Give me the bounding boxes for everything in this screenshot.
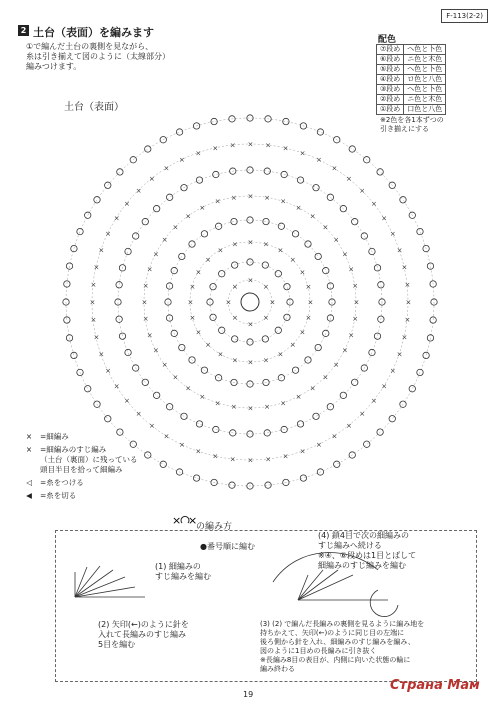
stitch-mark: × <box>322 373 329 382</box>
stitch-mark: × <box>289 340 296 349</box>
chain-loop <box>374 265 380 271</box>
page-number: 19 <box>243 690 254 699</box>
chain-loop <box>377 169 383 175</box>
chain-loop <box>305 241 311 247</box>
stitch-mark: × <box>229 455 236 464</box>
chart-ring <box>118 170 382 434</box>
stitch-mark: × <box>142 315 149 324</box>
chain-loop <box>334 461 340 467</box>
stitch-mark: × <box>98 350 105 359</box>
palette-row <box>377 65 446 75</box>
chain-loop <box>409 386 415 392</box>
stitch-mark: × <box>195 328 202 337</box>
stitch-mark: × <box>231 314 238 323</box>
stitch-mark: × <box>299 149 306 158</box>
center-ring <box>241 293 259 311</box>
stitch-mark: × <box>295 392 302 401</box>
palette-note: ※2色を各1本ずつの 引き揃えにする <box>380 116 444 133</box>
step-title: 土台（表面）を編みます <box>33 26 154 39</box>
stitch-mark: × <box>307 298 314 307</box>
step-intro: ①で編んだ土台の裏側を見ながら、 糸は引き揃えて図のように（太線部分） 編みつけます。 <box>26 42 170 71</box>
stitch-mark: × <box>231 356 238 365</box>
chain-loop <box>262 336 268 342</box>
chain-loop <box>71 352 77 358</box>
chain-loop <box>275 327 281 333</box>
stitch-mark: × <box>346 422 352 431</box>
diagram-subtitle: 土台（表面） <box>64 102 124 113</box>
stitch-mark: × <box>185 384 192 393</box>
howto-title: の編み方 <box>196 522 233 532</box>
stitch-mark: × <box>309 384 316 393</box>
stitch-mark: × <box>195 268 202 277</box>
stitch-mark: × <box>263 314 269 323</box>
stitch-mark: × <box>231 282 238 291</box>
chain-loop <box>219 327 225 333</box>
chain-loop <box>196 421 202 427</box>
stitch-mark: × <box>247 320 254 329</box>
stitch-mark: × <box>123 199 130 208</box>
legend-text: =細編み <box>40 432 69 441</box>
chain-loop <box>300 475 306 481</box>
stitch-mark: × <box>93 263 100 272</box>
chain-loop <box>361 233 367 239</box>
chain-loop <box>427 263 433 269</box>
chain-loop <box>400 197 406 203</box>
stitch-mark: × <box>135 410 142 419</box>
stitch-mark: × <box>341 346 348 355</box>
stitch-mark: × <box>263 282 269 291</box>
stitch-mark: × <box>333 236 340 245</box>
stitch-mark: × <box>123 397 130 406</box>
stitch-mark: × <box>178 156 185 165</box>
stitch-mark: × <box>212 144 219 153</box>
stitch-mark: × <box>264 193 270 202</box>
stitch-mark: × <box>153 250 159 259</box>
palette-cell: へ色と卜色 <box>404 65 446 75</box>
stitch-mark: × <box>381 382 388 391</box>
chain-loop <box>389 416 395 422</box>
palette-cell: へ色と卜色 <box>404 45 446 55</box>
chain-loop <box>85 386 91 392</box>
stitch-mark: × <box>217 350 224 359</box>
chain-loop <box>116 282 122 288</box>
palette-title: 配色 <box>378 35 397 45</box>
step-number: 2 <box>18 25 29 36</box>
stitch-mark: × <box>185 212 192 221</box>
stitch-mark: × <box>299 268 306 277</box>
stitch-mark: × <box>401 333 408 342</box>
stitch-mark: × <box>113 214 120 223</box>
chain-loop <box>105 416 111 422</box>
legend-text: =糸を切る <box>40 491 77 500</box>
legend-symbol-icon: ◁ <box>26 478 32 487</box>
chain-loop <box>323 267 329 273</box>
chain-loop <box>264 168 270 174</box>
chain-loop <box>211 118 217 124</box>
stitch-mark: × <box>396 246 403 255</box>
chain-loop <box>153 392 159 398</box>
stitch-mark: × <box>353 298 360 307</box>
stitch-mark: × <box>199 392 206 401</box>
stitch-mark: × <box>172 373 179 382</box>
stitch-mark: × <box>265 455 272 464</box>
stitch-mark: × <box>316 440 322 449</box>
chain-loop <box>317 129 323 135</box>
chain-loop <box>166 194 172 200</box>
stitch-mark: × <box>305 314 312 323</box>
stitch-mark: × <box>161 236 168 245</box>
stitch-mark: × <box>148 174 155 183</box>
chain-loop <box>297 421 303 427</box>
palette-cell: ③段め <box>377 85 404 95</box>
stitch-mark: × <box>389 367 396 376</box>
stitch-mark: × <box>269 298 276 307</box>
stitch-mark: × <box>305 282 312 291</box>
howto-caption: ●番号順に編む <box>200 542 255 551</box>
palette-cell: ニ色と木色 <box>404 55 446 65</box>
stitch-mark: × <box>231 240 238 249</box>
palette-cell: ロ色と八色 <box>404 75 446 85</box>
chain-loop <box>417 228 423 234</box>
stitch-mark: × <box>98 246 105 255</box>
stitch-mark: × <box>280 399 287 408</box>
chain-loop <box>132 233 138 239</box>
stitch-mark: × <box>277 246 284 255</box>
stitch-mark: × <box>371 397 377 406</box>
legend-item <box>22 432 138 442</box>
chain-loop <box>352 379 358 385</box>
legend-symbol-icon: × <box>25 445 33 454</box>
chain-loop <box>213 171 219 177</box>
chain-loop <box>125 349 131 355</box>
stitch-mark: × <box>187 298 194 307</box>
stitch-mark: × <box>205 256 211 265</box>
chain-loop <box>349 146 355 152</box>
stitch-mark: × <box>230 403 237 412</box>
chain-loop <box>292 231 298 237</box>
stitch-mark: × <box>282 452 289 461</box>
stitch-mark: × <box>141 298 148 307</box>
stitch-mark: × <box>195 149 202 158</box>
chain-loop <box>352 218 358 224</box>
stitch-mark: × <box>348 265 355 274</box>
stitch-mark: × <box>263 356 269 365</box>
stitch-mark: × <box>333 360 340 369</box>
stitch-mark: × <box>289 256 296 265</box>
stitch-mark: × <box>359 186 366 195</box>
chain-loop <box>275 271 281 277</box>
legend-text: =糸をつける <box>40 478 84 487</box>
stitch-mark: × <box>295 204 302 213</box>
stitch-mark: × <box>348 331 355 340</box>
stitch-mark: × <box>247 358 254 367</box>
stitch-mark: × <box>146 331 153 340</box>
palette-cell: ④段め <box>377 75 404 85</box>
stitch-mark: × <box>309 212 316 221</box>
stitch-mark: × <box>331 164 338 173</box>
chain-loop <box>117 169 123 175</box>
stitch-symbol-icon <box>170 512 198 528</box>
palette-row <box>377 55 446 65</box>
stitch-mark: × <box>389 229 396 238</box>
chain-loop <box>369 349 375 355</box>
chain-loop <box>153 205 159 211</box>
chain-loop <box>378 282 384 288</box>
stitch-mark: × <box>247 404 254 413</box>
stitch-mark: × <box>316 156 322 165</box>
stitch-mark: × <box>322 223 329 232</box>
chain-loop <box>423 352 429 358</box>
legend-symbol-icon: × <box>25 432 33 441</box>
chain-loop <box>145 146 151 152</box>
stitch-mark: × <box>153 346 159 355</box>
stitch-mark: × <box>264 403 270 412</box>
palette-row <box>377 75 446 85</box>
chain-loop <box>231 336 237 342</box>
svg-text:×: × <box>172 514 182 527</box>
legend-item <box>22 478 138 488</box>
stitch-mark: × <box>282 144 289 153</box>
stitch-mark: × <box>265 141 272 150</box>
pattern-code: F-113(2-2) <box>441 9 488 23</box>
legend-text: =細編みのすじ編み （土台（裏面）に残っている 頭目半目を拾って細編み <box>40 445 138 474</box>
stitch-mark: × <box>225 298 232 307</box>
stitch-mark: × <box>247 192 254 201</box>
stitch-mark: × <box>359 410 366 419</box>
stitch-mark: × <box>199 204 206 213</box>
stitch-mark: × <box>105 229 112 238</box>
stitch-mark: × <box>352 315 359 324</box>
stitch-mark: × <box>405 298 412 307</box>
stitch-mark: × <box>90 280 97 289</box>
chain-loop <box>94 197 100 203</box>
stitch-mark: × <box>247 238 254 247</box>
stitch-mark: × <box>230 193 237 202</box>
stitch-mark: × <box>396 350 403 359</box>
stitch-mark: × <box>163 432 170 441</box>
chart-ring <box>210 262 290 342</box>
chain-loop <box>119 333 125 339</box>
stitch-mark: × <box>263 240 269 249</box>
stitch-mark: × <box>280 197 287 206</box>
stitch-mark: × <box>214 399 221 408</box>
palette-row <box>377 45 446 55</box>
chain-loop <box>364 441 370 447</box>
palette-row <box>377 95 446 105</box>
stitch-mark: × <box>214 197 221 206</box>
stitch-mark: × <box>247 140 254 149</box>
step1-diagram <box>65 552 155 607</box>
chain-loop <box>374 333 380 339</box>
stitch-mark: × <box>247 276 254 285</box>
howto-step3: (3) (2) で編んだ長編みの裏側を見るように編み地を 持ちかえて、矢印(←)のように同じ目の左端に 後ろ側から針を入れ、細編みのすじ編みを編み、 図のように1目めの長編みに引き抜く ※長編み8目の表目が、内側に向いた状態の輪に 編み終わる <box>260 620 425 673</box>
stitch-mark: × <box>299 447 306 456</box>
legend <box>22 432 138 504</box>
howto-step1: (1) 細編みの すじ編みを編む <box>155 562 211 581</box>
chain-loop <box>160 461 166 467</box>
stitch-mark: × <box>341 250 348 259</box>
stitch-mark: × <box>163 164 170 173</box>
stitch-mark: × <box>217 246 224 255</box>
stitch-mark: × <box>352 281 359 290</box>
palette-cell: へ色と卜色 <box>404 85 446 95</box>
chain-loop <box>313 184 319 190</box>
stitch-mark: × <box>195 447 202 456</box>
chain-loop <box>284 314 290 320</box>
stitch-mark: × <box>371 199 377 208</box>
stitch-mark: × <box>205 340 211 349</box>
palette-cell: ニ色と木色 <box>404 95 446 105</box>
stitch-mark: × <box>189 282 196 291</box>
stitch-mark: × <box>113 382 120 391</box>
chain-loop <box>262 262 268 268</box>
stitch-mark: × <box>135 186 142 195</box>
stitch-mark: × <box>148 422 155 431</box>
chain-loop <box>125 248 131 254</box>
stitch-mark: × <box>172 223 179 232</box>
stitch-mark: × <box>89 298 96 307</box>
palette-cell: ⑤段め <box>377 65 404 75</box>
chain-loop <box>313 413 319 419</box>
chain-loop <box>284 283 290 289</box>
palette-cell: ②段め <box>377 95 404 105</box>
stitch-mark: × <box>277 350 284 359</box>
palette-cell: ⑥段め <box>377 55 404 65</box>
stitch-mark: × <box>404 316 411 325</box>
chain-loop <box>283 118 289 124</box>
stitch-mark: × <box>161 360 168 369</box>
stitch-mark: × <box>189 314 196 323</box>
chain-loop <box>315 253 321 259</box>
watermark-logo: Страна Мам <box>390 678 480 693</box>
chain-loop <box>340 392 346 398</box>
chain-loop <box>176 129 182 135</box>
stitch-mark: × <box>142 281 149 290</box>
chain-loop <box>327 283 333 289</box>
legend-symbol-icon: ◀ <box>26 491 32 500</box>
stitch-mark: × <box>346 174 352 183</box>
svg-text:×: × <box>188 514 198 527</box>
legend-item <box>22 445 138 475</box>
howto-step4: (4) 鎖4目で次の細編みの すじ編みへ続ける ※④、⑥段めは1目とばして 細編みのすじ編みを編む <box>318 531 417 570</box>
palette-cell: ①段め <box>377 105 404 115</box>
stitch-mark: × <box>331 432 338 441</box>
palette-table <box>376 44 446 115</box>
palette-row <box>377 85 446 95</box>
stitch-mark: × <box>178 440 185 449</box>
stitch-mark: × <box>93 333 100 342</box>
palette-cell: ⑦段め <box>377 45 404 55</box>
stitch-mark: × <box>229 141 236 150</box>
stitch-mark: × <box>404 280 411 289</box>
stitch-mark: × <box>146 265 153 274</box>
stitch-mark: × <box>299 328 306 337</box>
howto-step2: (2) 矢印(←)のように針を 入れて長編みのすじ編み 5目を編む <box>98 620 189 649</box>
stitch-mark: × <box>105 367 112 376</box>
stitch-mark: × <box>381 214 388 223</box>
legend-item <box>22 491 138 501</box>
stitch-mark: × <box>247 456 254 465</box>
stitch-mark: × <box>212 452 219 461</box>
chain-loop <box>193 475 199 481</box>
stitch-mark: × <box>401 263 408 272</box>
stitch-mark: × <box>90 316 97 325</box>
palette-cell: 口色と八色 <box>404 105 446 115</box>
chain-loop <box>77 228 83 234</box>
